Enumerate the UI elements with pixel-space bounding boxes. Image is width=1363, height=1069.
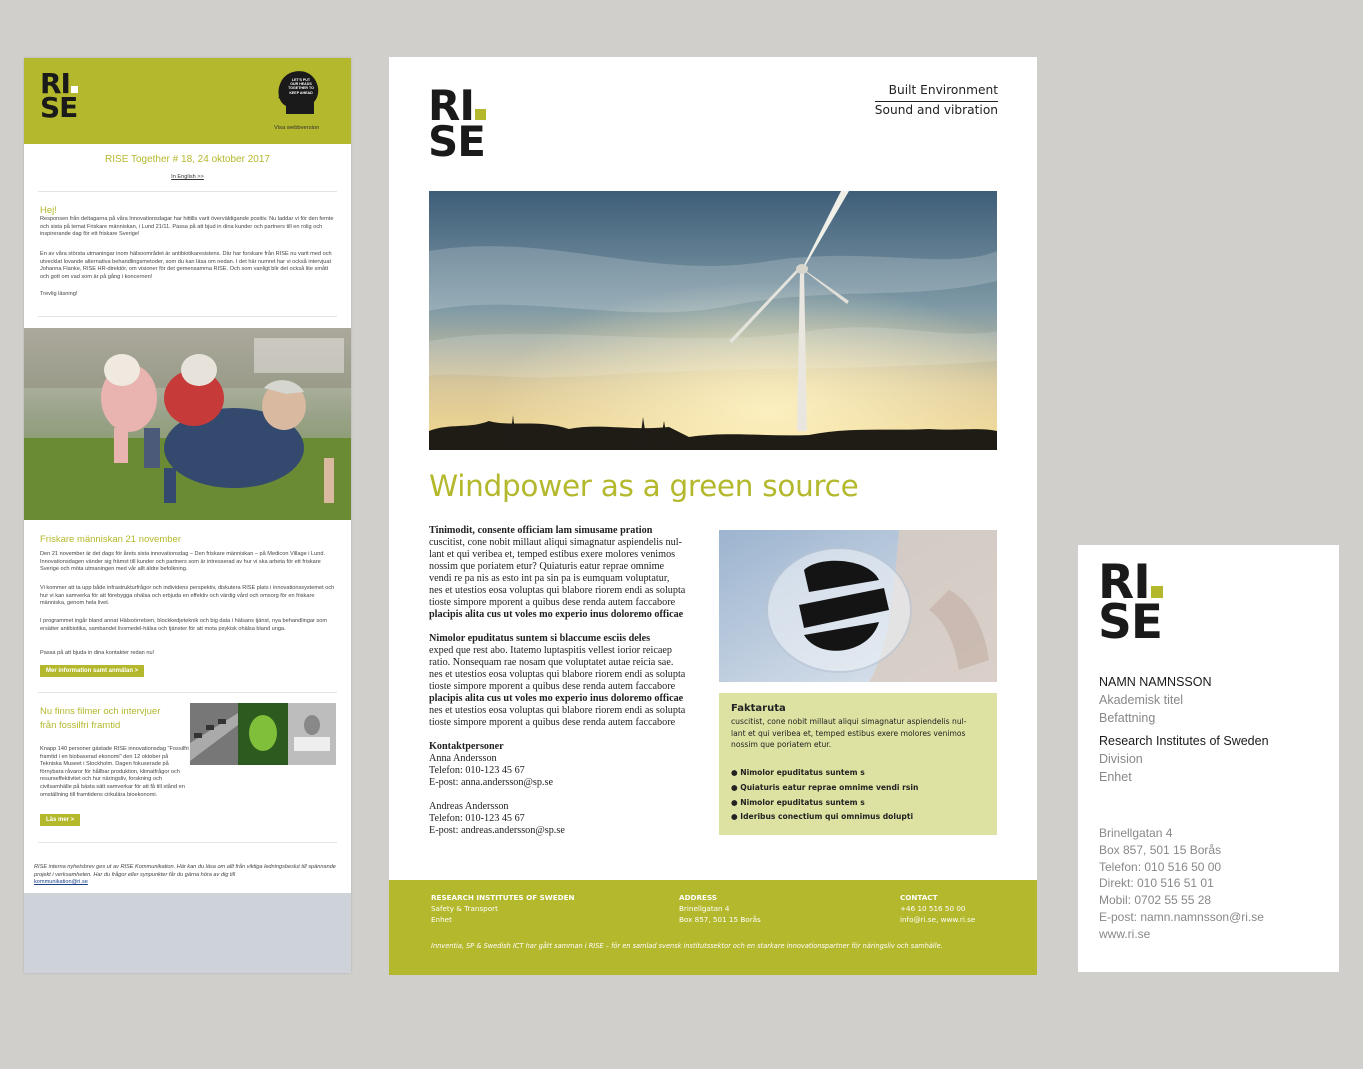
more-info-button[interactable]: Mer information samt anmälan >	[40, 665, 144, 677]
contact-email: E-post: andreas.andersson@sp.se	[429, 825, 565, 836]
card-academic-title: Akademisk titel	[1099, 693, 1184, 707]
section1-paragraph-2: Vi kommer att ta upp både infrastrukturfrågor och individens perspektiv, diskutera RISE plats i innovationssystemet och hur vi kan samverka för att förebygga ohälsa och erbjuda en effektiv och värdig vård och omsorg för en friskare människa, genom hela livet.	[40, 585, 335, 607]
brochure-footer	[389, 880, 1037, 975]
section2-title-line: Nu finns filmer och intervjuer	[40, 706, 161, 717]
newsletter-header	[24, 58, 351, 144]
footer-line: Brinellgatan 4	[679, 904, 730, 913]
footer-column-org	[431, 892, 575, 925]
paragraph-1-line: vendi re pa nis as esto int pa sin pa is eumquam voluptatur,	[429, 573, 670, 584]
fact-box-text	[731, 716, 991, 751]
card-direct-phone: Direkt: 010 516 51 01	[1099, 876, 1214, 891]
footer-heading: RESEARCH INSTITUTES OF SWEDEN	[431, 893, 575, 902]
paragraph-2-line: ratio. Nonsequam rae nosam que voluptatet autae reicia sae.	[429, 657, 674, 668]
paragraph-1-line: nes et utestios eosa voluptas qui blabore riorem endi as solupta	[429, 585, 686, 596]
paragraph-2-line: exped que rest abo. Itatemo luptaspitis vellest iorior reicaep	[429, 645, 673, 656]
paragraph-1-line: tioste simpore mporent a quibus dese renda autem faccabore	[429, 597, 676, 608]
intro-paragraph-3: Trevlig läsning!	[40, 291, 78, 297]
fact-line: cuscitist, cone nobit millaut aliqui simagnatur aspiendelis nul-	[731, 717, 967, 726]
category-rule	[875, 101, 998, 102]
section1-paragraph-3: I programmet ingår bland annat Hälsoörrelsen, blockkedjeteknik och big data i hälsans tjänst, nya behandlingar som ersätter antibiotika, sambandet livsmedel-hälsa och tjänster för att mota psykisk ohälsa bland unga.	[40, 618, 328, 632]
footer-line: info@ri.se, www.ri.se	[900, 915, 976, 924]
divider	[38, 692, 337, 693]
card-website: www.ri.se	[1099, 926, 1151, 941]
category-label: Built Environment	[888, 83, 998, 97]
english-link[interactable]: In English >>	[171, 174, 204, 180]
fact-line: lant et qui veribea et, temped estibus exere molores venimos	[731, 728, 966, 738]
paragraph-2-line: tioste simpore mporent a quibus dese renda autem faccabore	[429, 681, 676, 692]
fact-bullet: ● Nimolor epuditatus suntem s	[731, 768, 865, 777]
paragraph-2-bold-line: placipis alita cus ut voles mo experio inus doloremo officae	[429, 693, 684, 704]
rise-logo: RI SE	[428, 81, 485, 167]
paragraph-1-lead: Tinimodit, consente officiam lam simusame pration	[429, 525, 653, 536]
footer-line: +46 10 516 50 00	[900, 904, 966, 913]
family-photo	[24, 328, 351, 520]
divider	[38, 191, 337, 192]
section2-text: Knapp 140 personer gästade RISE innovationsdag "Fossilfri framtid i en biobaserad ekonomi" den 12 oktober på Tekniska Museet i Stockholm. Dagen fokuserade på förnybara råvaror för hållbar produktion, klimatfrågor och resurseffektivitet och hur näringsliv, forskning och civilsamhälle på bästa sätt samverkar för att få till stånd en omställning till framtidens cirkulära bioekonomi.	[40, 746, 189, 798]
business-card	[1078, 545, 1339, 972]
divider	[38, 316, 337, 317]
head-badge-image	[274, 66, 324, 118]
card-name: NAMN NAMNSSON	[1099, 675, 1212, 689]
intro-paragraph-1: Responsen från deltagarna på våra Innovationsdagar har hittills varit överväldigande positiv. Nu laddar vi för den femte och sista på temat Friskare människan, i Lund 21/11. Passa på att bjud in dina kunder och partners till en rolig och inspirerande dag för ett friskare Sverige!	[40, 216, 334, 238]
subcategory-label: Sound and vibration	[874, 103, 998, 117]
contact-phone: Telefon: 010-123 45 67	[429, 813, 525, 824]
contact-name: Andreas Andersson	[429, 801, 509, 812]
section1-paragraph-1: Den 21 november är det dags för årets sista innovationsdag – Den friskare människan – på Medicon Village i Lund. Innovationsdagen vänder sig främst till kunder och partners som är intresserad av hur vi ska arbeta för ett friskare Sverige och möta utmaningen med vår allt äldre befolkning.	[40, 551, 326, 573]
contact-name: Anna Andersson	[429, 753, 497, 764]
headline: Windpower as a green source	[429, 469, 859, 503]
section2-title	[40, 705, 160, 733]
fact-bullet: ● Nimolor epuditatus suntem s	[731, 797, 865, 807]
newsletter-title: RISE Together # 18, 24 oktober 2017	[105, 154, 270, 165]
fact-bullet-list	[731, 766, 991, 825]
card-role: Befattning	[1099, 711, 1156, 725]
paragraph-1-line: nossim que poriatem etur? Quiaturis eatur reprae omnime	[429, 561, 665, 572]
fact-bullet: ● Quiaturis eatur reprae omnime vendi rsin	[731, 782, 919, 792]
card-unit: Enhet	[1099, 770, 1132, 784]
card-address-line: Box 857, 501 15 Borås	[1099, 842, 1222, 857]
read-more-button[interactable]: Läs mer >	[40, 814, 80, 826]
paragraph-1-bold-line: placipis alita cus ut voles mo experio inus doloremo officae	[429, 609, 684, 620]
fact-box	[719, 693, 997, 835]
footer-note: Innventia, SP & Swedish ICT har gått samman i RISE – för en samlad svensk institutssektor och en starkare innovationspartner för näringsliv och samhälle.	[431, 942, 943, 950]
card-address-block	[1099, 825, 1264, 943]
footer-line: Enhet	[431, 915, 452, 924]
intro-paragraph-2: En av våra största utmaningar inom hälsoområdet är antibiotikaresistens. Där har forskare från RISE nu varit med och utvecklat lovande alternativa behandlingsmetoder, som du kan läsa om nedan. I det här numret har vi också intervjuat Johanna Flanke, RISE HR-direktör, om visioner för det gemensamma RISE. Och som vanligt blir det också lite smått och gott om vad som är på gång i koncernen!	[40, 251, 332, 280]
footer-line: Box 857, 501 15 Borås	[679, 915, 761, 924]
rise-logo: RI SE	[40, 67, 78, 125]
greeting: Hej!	[40, 205, 57, 216]
paragraph-2-line: tioste simpore mporent a quibus dese renda autem faccabore	[429, 717, 676, 728]
footer-column-address	[679, 892, 761, 925]
card-email: E-post: namn.namnsson@ri.se	[1099, 909, 1264, 924]
contact-phone: Telefon: 010-123 45 67	[429, 765, 525, 776]
footer-heading: ADDRESS	[679, 893, 717, 902]
newsletter-footer-text	[34, 864, 342, 887]
head-badge-text: LET'S PUT OUR HEADS TOGETHER TO KEEP AHEAD	[288, 78, 314, 95]
divider	[38, 842, 337, 843]
card-address-line: Brinellgatan 4	[1099, 826, 1173, 840]
contact-email: E-post: anna.andersson@sp.se	[429, 777, 553, 788]
footer-heading: CONTACT	[900, 893, 938, 902]
paragraph-2-lead: Nimolor epuditatus suntem si blaccume esciis deles	[429, 633, 651, 644]
paragraph-2-line: nes et utestios eosa voluptas qui blabore riorem endi as solupta	[429, 705, 686, 716]
rise-logo: RI SE	[1098, 555, 1162, 651]
section2-title-line: från fossilfri framtid	[40, 720, 121, 731]
footer-column-contact	[900, 892, 975, 925]
card-phone: Telefon: 010 516 50 00	[1099, 859, 1222, 874]
card-division: Division	[1099, 752, 1143, 766]
footer-email-link[interactable]: kommunikation@ri.se	[34, 879, 88, 886]
fact-line: nossim que poriatem etur.	[731, 740, 832, 749]
body-column	[429, 525, 709, 837]
fact-bullet: ● Ideribus conectium qui omnimus dolupti	[731, 812, 914, 822]
web-version-link[interactable]: Visa webbversion	[274, 125, 320, 131]
newsletter-panel	[24, 58, 351, 973]
paragraph-2-line: nes et utestios eosa voluptas qui blabore riorem endi as solupta	[429, 669, 686, 680]
paragraph-1-line: cuscitist, cone nobit millaut aliqui simagnatur aspiendelis nul-	[429, 537, 682, 548]
wind-turbine-photo	[429, 191, 997, 450]
contacts-title: Kontaktpersoner	[429, 741, 504, 752]
card-mobile: Mobil: 0702 55 55 28	[1099, 893, 1212, 908]
footer-line: Safety & Transport	[431, 904, 498, 913]
fossil-free-photos	[190, 703, 336, 765]
newsletter-bottom-band	[24, 893, 351, 973]
fact-box-title: Faktaruta	[731, 703, 786, 714]
lab-photo	[719, 530, 997, 682]
section1-title: Friskare människan 21 november	[40, 534, 181, 545]
card-organization: Research Institutes of Sweden	[1099, 734, 1269, 748]
paragraph-1-line: lant et qui veribea et, temped estibus exere molores venimos	[429, 549, 676, 560]
section1-paragraph-4: Passa på att bjuda in dina kontakter redan nu!	[40, 650, 155, 656]
brochure-page	[389, 57, 1037, 975]
footer-text: RISE interna nyhetsbrev ges ut av RISE Kommunikation. Här kan du läsa om allt från viktiga ledningsbeslut till spännande projekt i verksamheten. Har du frågor eller synpunkter får du gärna höra av dig till	[34, 864, 336, 878]
